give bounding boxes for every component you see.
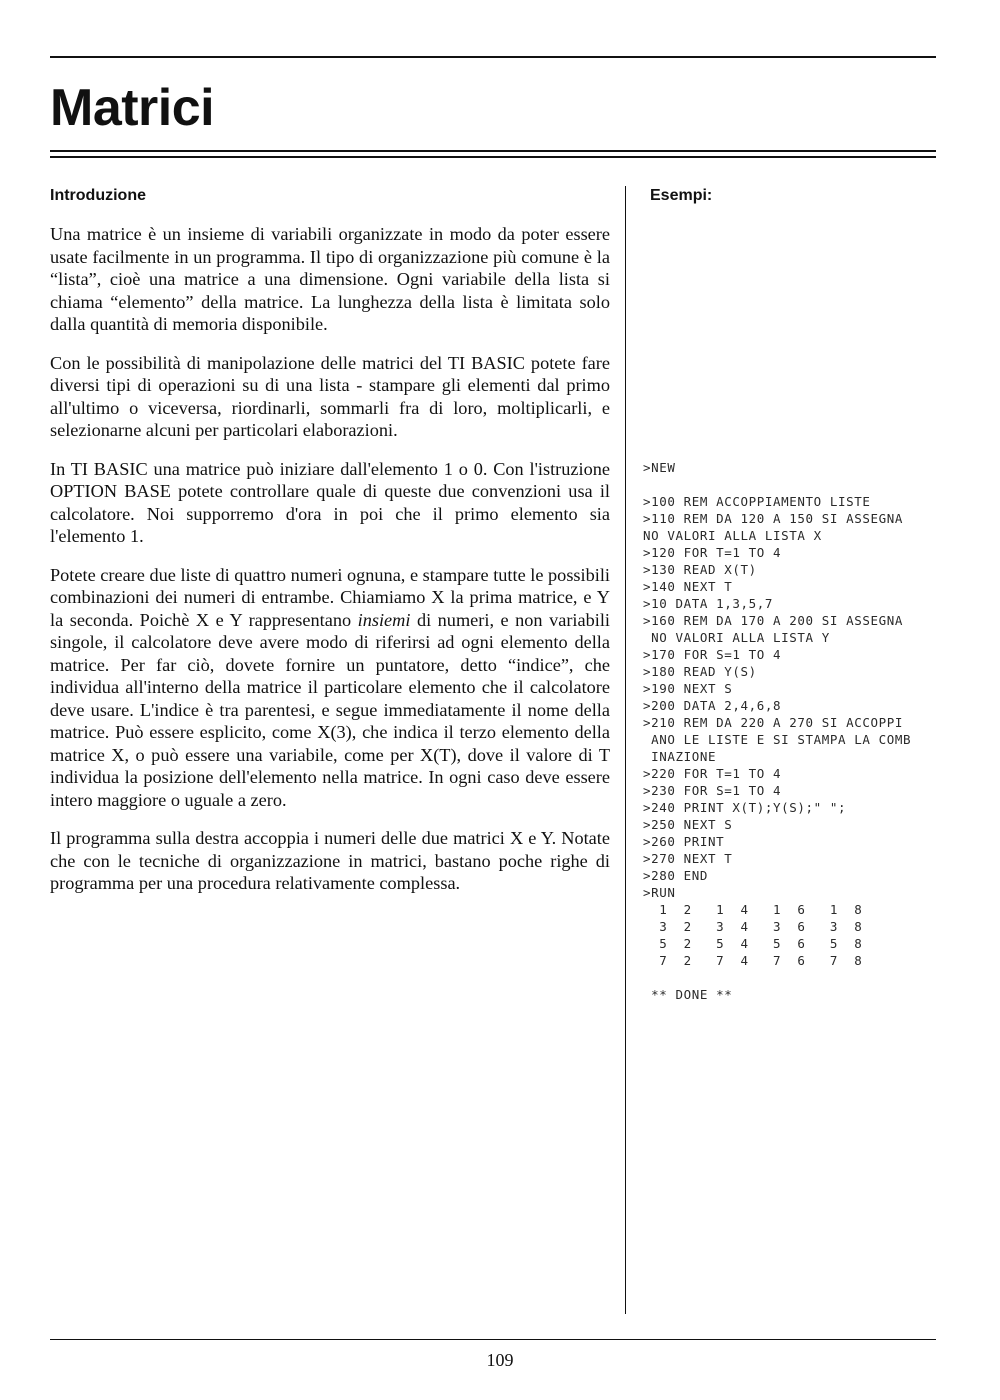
footer-rule — [50, 1339, 936, 1340]
intro-paragraph-4 — [50, 564, 610, 812]
intro-heading: Introduzione — [50, 187, 146, 204]
p4-text-after: di numeri, e non variabili singole, il calcolatore deve avere modo di riferirsi ad ogni elemento della matrice. Per far ciò, dovete fornire un puntatore, detto “indice”, che individua all'interno della matrice il particolare elemento che il calcolatore deve usare. L'indice è tra parentesi, e segue immediatamente il nome della matrice. Può essere esplicito, come X(3), che indica il terzo elemento della matrice X, o può essere una variabile, come per X(T), dove il valore di T individua la posizione dell'elemento nella matrice. In ogni caso deve essere intero maggiore o uguale a zero. — [50, 609, 610, 810]
title-rule-lower — [50, 156, 936, 158]
program-listing: >NEW >100 REM ACCOPPIAMENTO LISTE >110 REM DA 120 A 150 SI ASSEGNA NO VALORI ALLA LISTA X >120 FOR T=1 TO 4 >130 READ X(T) >140 NEXT T >10 DATA 1,3,5,7 >160 REM DA 170 A 200 SI ASSEGNA NO VALORI ALLA LISTA Y >170 FOR S=1 TO 4 >180 READ Y(S) >190 NEXT S >200 DATA 2,4,6,8 >210 REM DA 220 A 270 SI ACCOPPI ANO LE LISTE E SI STAMPA LA COMB INAZIONE >220 FOR T=1 TO 4 >230 FOR S=1 TO 4 >240 PRINT X(T);Y(S);" "; >250 NEXT S >260 PRINT >270 NEXT T >280 END >RUN 1 2 1 4 1 6 1 8 3 2 3 4 3 6 3 8 5 2 5 4 5 6 5 8 7 2 7 4 7 6 7 8 ** DONE ** — [643, 460, 912, 1002]
intro-body — [50, 223, 610, 911]
intro-paragraph-5: Il programma sulla destra accoppia i numeri delle due matrici X e Y. Notate che con le tecniche di organizzazione in matrici, bastano poche righe di programma per una procedura relativamente complessa. — [50, 828, 610, 893]
p4-text-before: Potete creare due liste di quattro numeri ognuna, e stampare tutte le possibili combinazioni dei numeri di entrambe. Chiamiamo X la prima matrice, e Y la seconda. Poichè X e Y rappresentano — [50, 564, 610, 630]
intro-paragraph-2: Con le possibilità di manipolazione delle matrici del TI BASIC potete fare diversi tipi di operazioni su di una lista - stampare gli elementi dal primo all'ultimo o viceversa, riordinarli, sommarli fra di loro, moltiplicarli, e selezionarne alcuni per particolari elaborazioni. — [50, 352, 610, 440]
title-rule-upper — [50, 150, 936, 152]
intro-paragraph-1: Una matrice è un insieme di variabili organizzate in modo da poter essere usate facilmente in un programma. Il tipo di organizzazione più comune è la “lista”, cioè una matrice a una dimensione. Ogni variabile della lista si chiama “elemento” della matrice. La lunghezza della lista è limitata solo dalla quantità di memoria disponibile. — [50, 224, 610, 334]
column-divider — [625, 186, 626, 1314]
page-number: 109 — [486, 1350, 514, 1370]
page-title: Matrici — [50, 79, 215, 137]
top-rule — [50, 56, 936, 58]
intro-paragraph-3: In TI BASIC una matrice può iniziare dall'elemento 1 o 0. Con l'istruzione OPTION BASE potete controllare quale di queste due convenzioni usa il calcolatore. Noi supporremo d'ora in poi che il primo elemento sia l'elemento 1. — [50, 458, 610, 546]
p4-emphasis: insiemi — [357, 609, 411, 630]
examples-heading: Esempi: — [650, 187, 713, 204]
